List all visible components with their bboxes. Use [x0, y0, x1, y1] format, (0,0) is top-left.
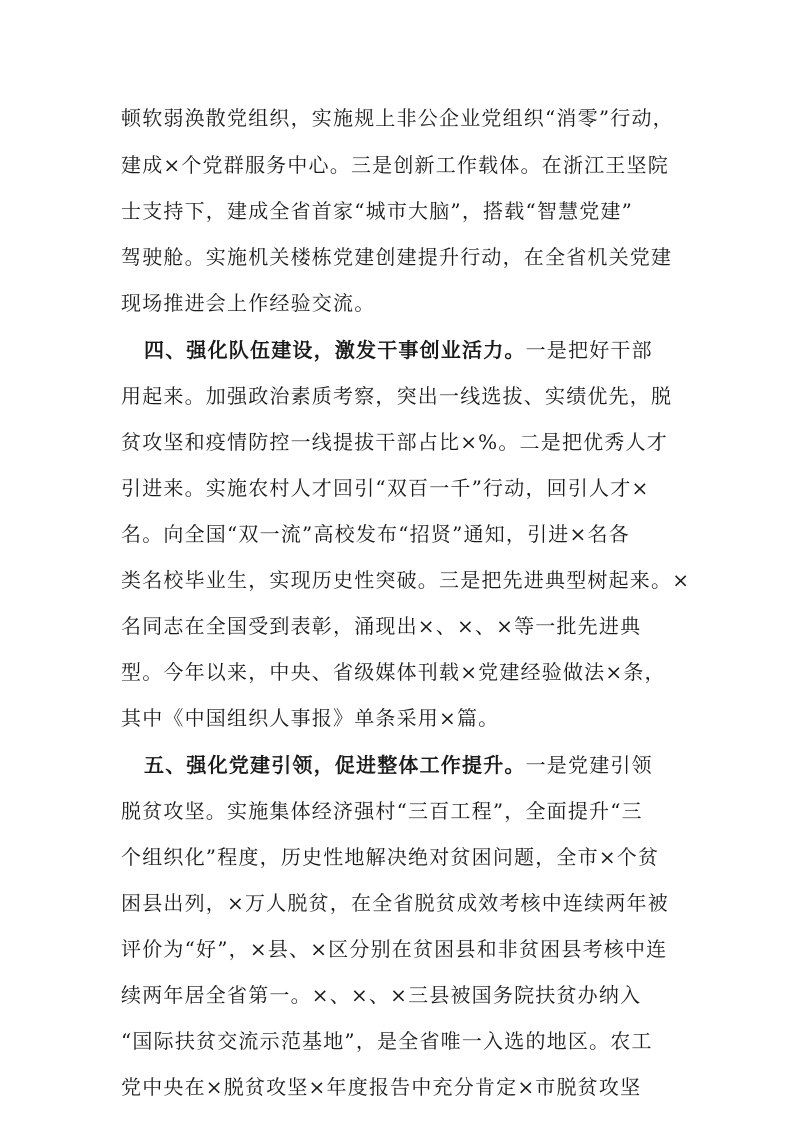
text-line: 现场推进会上作经验交流。: [121, 291, 376, 315]
section-heading: 五、强化党建引领，促进整体工作提升。: [144, 753, 526, 777]
text-line: 用起来。加强政治素质考察，突出一线选拔、实绩优先，脱: [121, 384, 673, 408]
section-heading: 四、强化队伍建设，激发干事创业活力。: [144, 338, 526, 362]
text-line: 脱贫攻坚。实施集体经济强村“三百工程”，全面提升“三: [121, 799, 643, 823]
text-line: 顿软弱涣散党组织，实施规上非公企业党组织“消零”行动，: [121, 106, 674, 130]
text-line: 个组织化”程度，历史性地解决绝对贫困问题，全市×个贫: [121, 845, 660, 869]
text-line: 型。今年以来，中央、省级媒体刊载×党建经验做法×条，: [121, 660, 666, 684]
text-line: 评价为“好”，×县、×区分别在贫困县和非贫困县考核中连: [121, 937, 668, 961]
text-line: 党中央在×脱贫攻坚×年度报告中充分肯定×市脱贫攻坚: [121, 1075, 642, 1099]
text-line: 士支持下，建成全省首家“城市大脑”，搭载“智慧党建”: [121, 199, 634, 223]
paragraph-first-line: [144, 751, 653, 779]
paragraph-first-line: [144, 336, 653, 364]
text-line: 续两年居全省第一。×、×、×三县被国务院扶贫办纳入: [121, 983, 642, 1007]
text-line: 建成×个党群服务中心。三是创新工作载体。在浙江王坚院: [121, 153, 669, 177]
text-line: 名同志在全国受到表彰，涌现出×、×、×等一批先进典: [121, 614, 642, 638]
text-line: 困县出列，×万人脱贫，在全省脱贫成效考核中连续两年被: [121, 891, 669, 915]
text-line: “国际扶贫交流示范基地”，是全省唯一入选的地区。农工: [121, 1029, 653, 1053]
text-line: 引进来。实施农村人才回引“双百一千”行动，回引人才×: [121, 476, 650, 500]
text-run: 一是党建引领: [525, 753, 653, 777]
text-line: 类名校毕业生，实现历史性突破。三是把先进典型树起来。×: [121, 568, 691, 592]
text-line: 其中《中国组织人事报》单条采用×篇。: [121, 706, 500, 730]
text-run: 一是把好干部: [525, 338, 653, 362]
text-line: 贫攻坚和疫情防控一线提拔干部占比×%。二是把优秀人才: [121, 430, 668, 454]
text-line: 名。向全国“双一流”高校发布“招贤”通知，引进×名各: [121, 522, 630, 546]
text-line: 驾驶舱。实施机关楼栋党建创建提升行动，在全省机关党建: [121, 245, 673, 269]
